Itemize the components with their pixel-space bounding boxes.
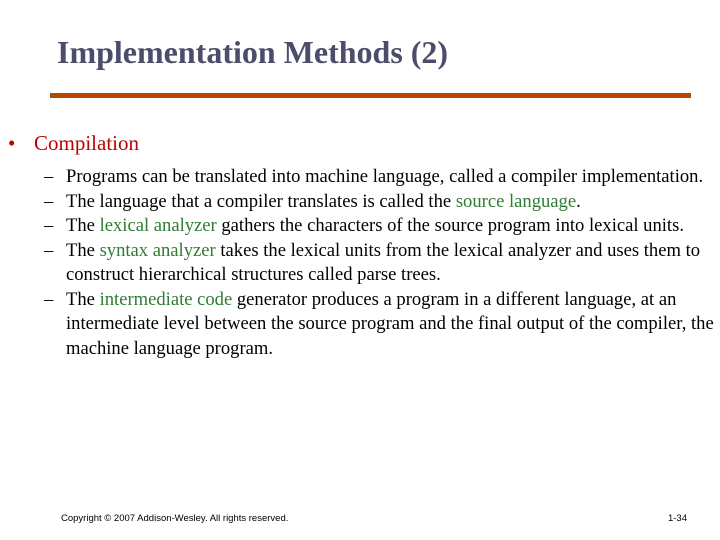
list-item-text: The syntax analyzer takes the lexical units from the lexical analyzer and uses them to construct hierarchical structures called parse trees. (66, 239, 701, 285)
sub-bullet-list (44, 165, 714, 361)
bullet-icon: • (8, 131, 16, 155)
list-item (44, 165, 714, 190)
dash-icon: – (44, 190, 54, 212)
bullet-label: Compilation (34, 131, 139, 155)
footer-page-number: 1-34 (667, 513, 687, 524)
dash-icon: – (44, 215, 54, 236)
list-item-text: The intermediate code generator produces a program in a different language, at an intermediate level between the source program and the final output of the compiler, the machine language program. (66, 288, 714, 359)
term-lexical-analyzer: lexical analyzer (99, 215, 217, 236)
term-source-language: source language (455, 190, 577, 212)
term-syntax-analyzer: syntax analyzer (99, 239, 216, 261)
list-item-text: The lexical analyzer gathers the characters of the source program into lexical units. (66, 215, 684, 236)
footer-copyright: Copyright © 2007 Addison-Wesley. All rights reserved. (61, 513, 289, 524)
dash-icon: – (44, 239, 54, 261)
dash-icon: – (44, 166, 54, 187)
main-bullet (8, 131, 139, 156)
dash-icon: – (44, 288, 54, 310)
term-intermediate-code: intermediate code (99, 288, 233, 310)
list-item-text: Programs can be translated into machine language, called a compiler implementation. (66, 166, 704, 187)
title-divider (50, 93, 691, 98)
list-item (44, 190, 714, 215)
list-item (44, 239, 714, 288)
list-item-text: The language that a compiler translates is called the source language. (66, 190, 581, 212)
list-item (44, 214, 714, 239)
list-item (44, 288, 714, 362)
slide-title: Implementation Methods (2) (57, 34, 449, 70)
